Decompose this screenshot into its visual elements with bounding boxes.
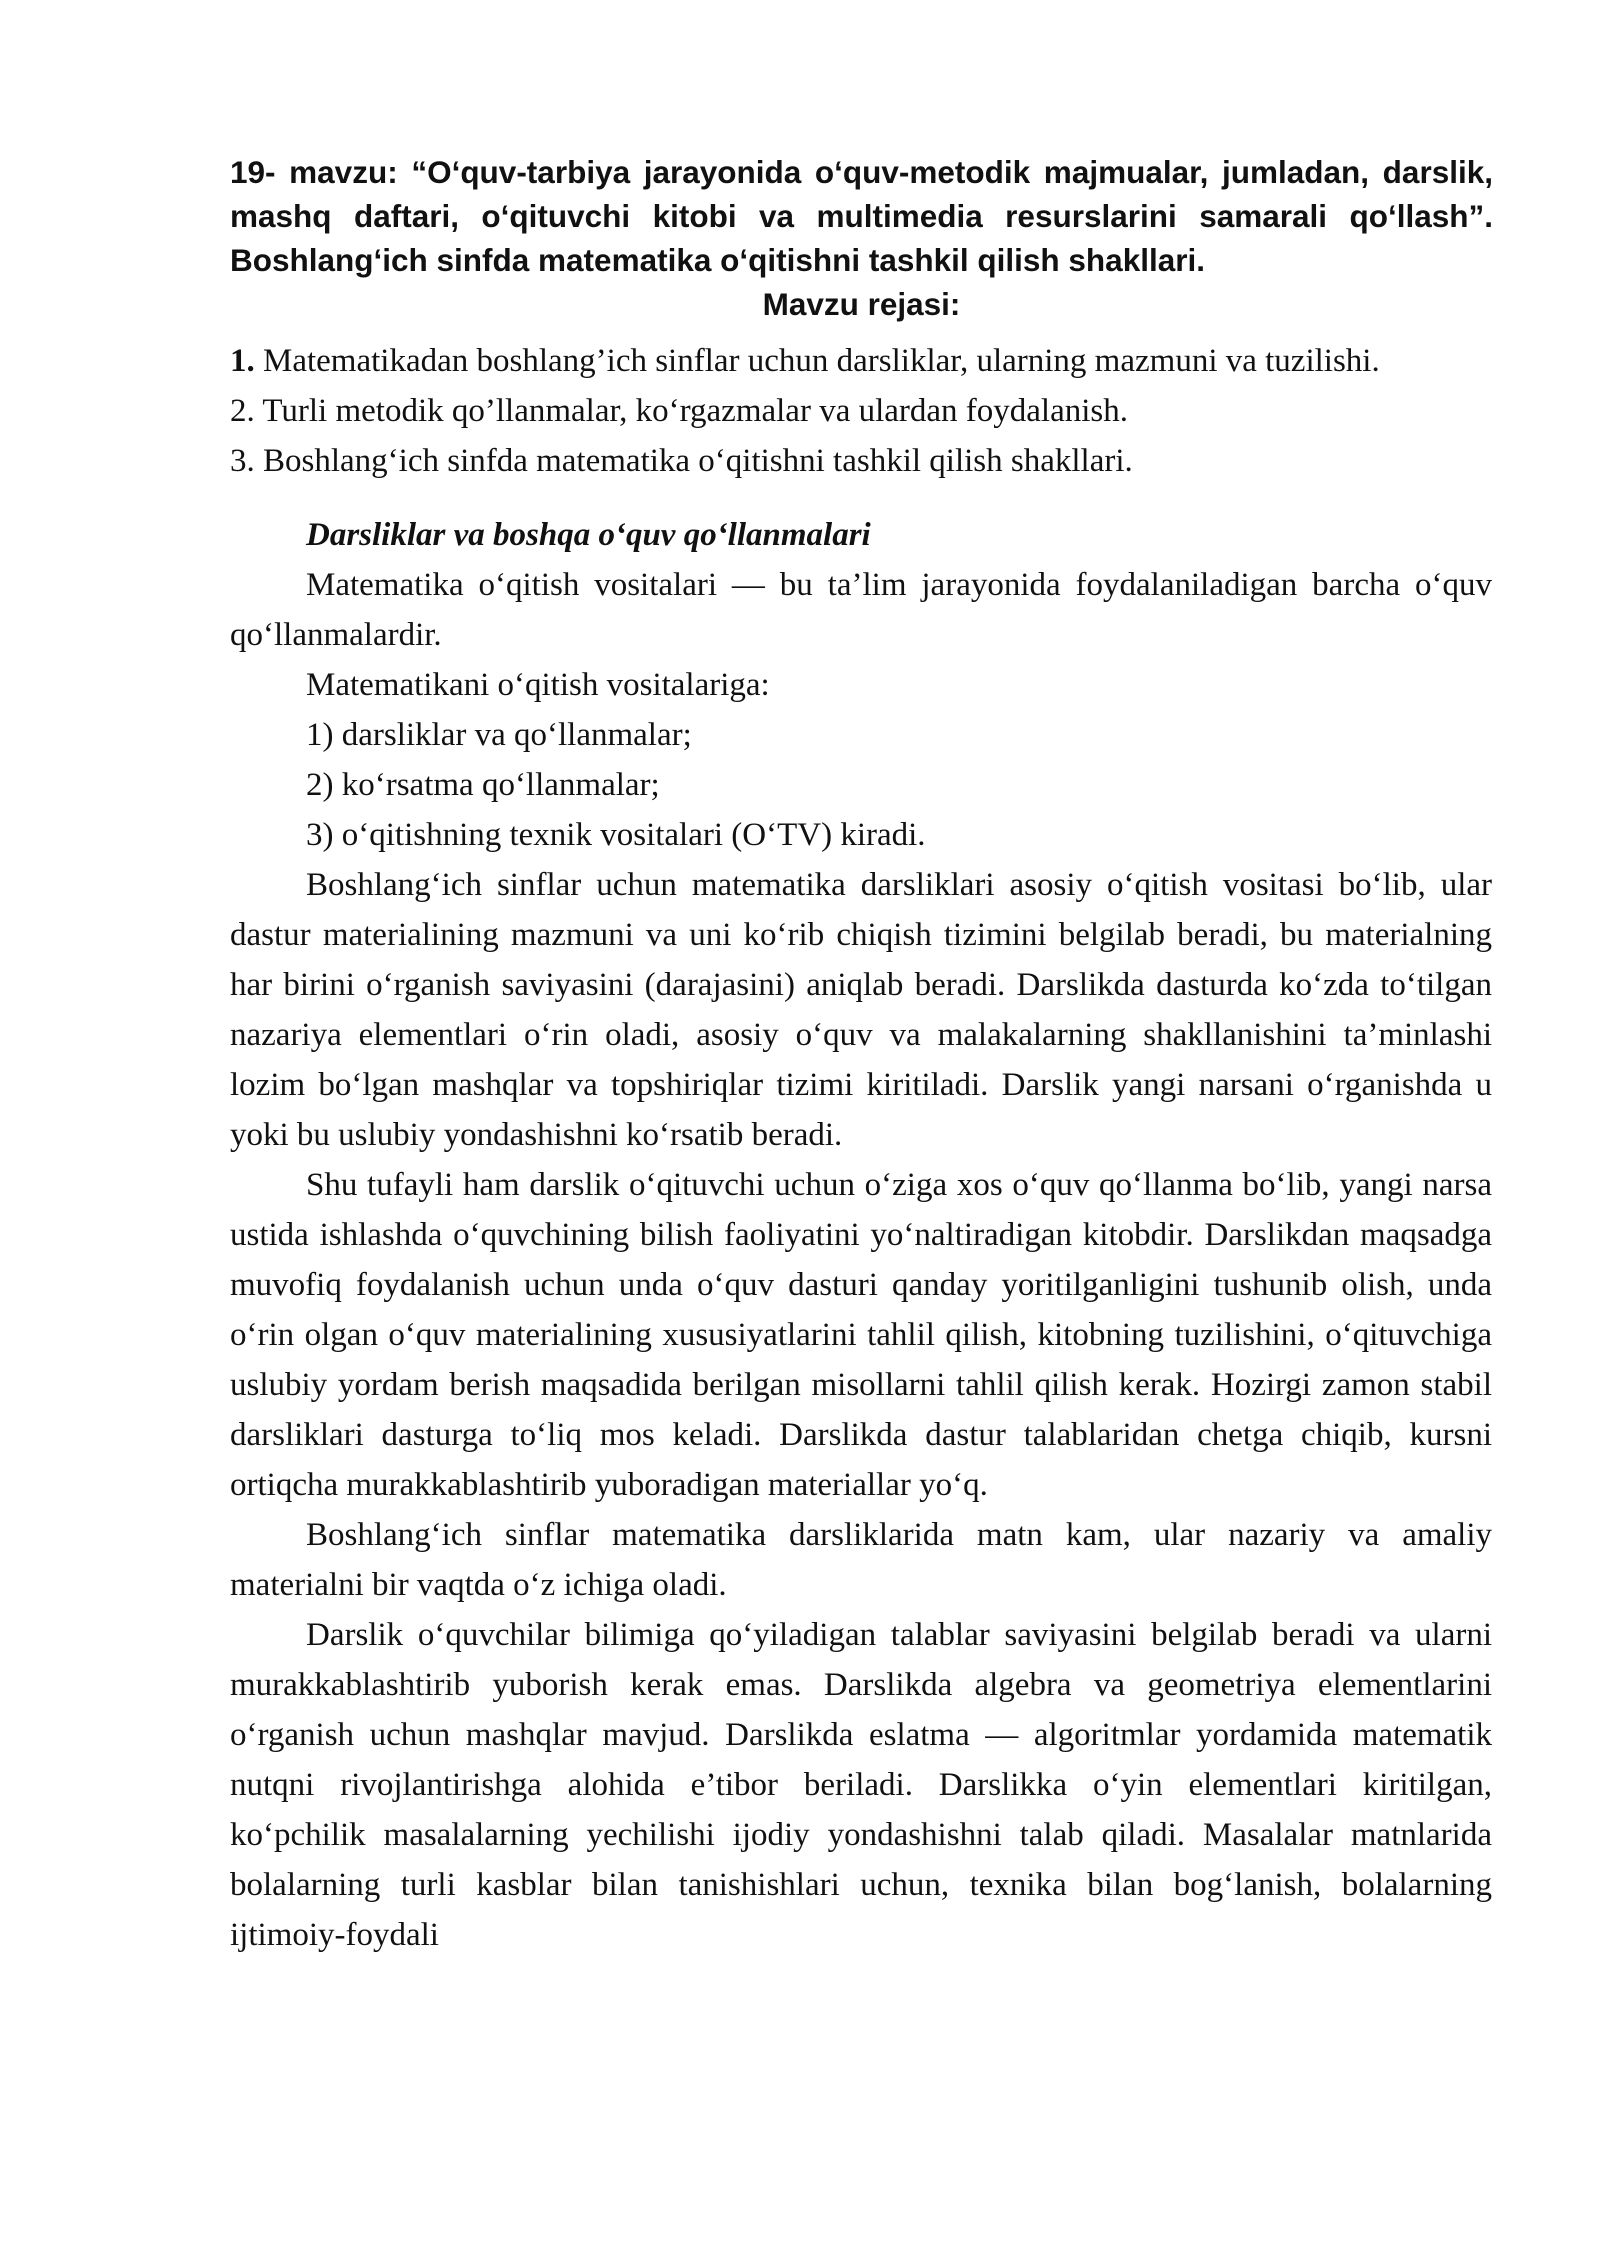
paragraph-6: Darslik o‘quvchilar bilimiga qo‘yiladigan talablar saviyasini belgilab beradi va ularni murakkablashtirib yuborish kerak emas. Darslikda algebra va geometriya elementlarini o‘rganish uchun mashqlar mavjud. Darslikda eslatma — algoritmlar yordamida matematik nutqni rivojlantirishga alohida e’tibor beriladi. Darslikka o‘yin elementlari kiritilgan, ko‘pchilik masalalarning yechilishi ijodiy yondashishni talab qiladi. Masalalar matnlarida bolalarning turli kasblar bilan tanishishlari uchun, texnika bilan bog‘lanish, bolalarning ijtimoiy-foydali [230,1617,1492,1953]
document-title: 19- mavzu: “O‘quv-tarbiya jarayonida o‘quv-metodik majmualar, jumladan, darslik, mashq daftari, o‘qituvchi kitobi va multimedia resurslarini samarali qo‘llash”. Boshlang‘ich sinfda matematika o‘qitishni tashkil qilish shakllari. [230,154,1493,278]
list-item-3: 3) o‘qitishning texnik vositalari (O‘TV) kiradi. [306,817,926,853]
document-body [230,510,1492,1960]
list-item-1: 1) darsliklar va qo‘llanmalar; [306,717,692,753]
plan-item-1-number: 1. [230,343,255,379]
paragraph-5: Boshlang‘ich sinflar matematika darsliklarida matn kam, ular nazariy va amaliy materialni bir vaqtda o‘z ichiga oladi. [230,1517,1492,1603]
plan-item-2: 2. Turli metodik qo’llanmalar, ko‘rgazmalar va ulardan foydalanish. [230,393,1129,429]
section-title: Darsliklar va boshqa o‘quv qo‘llanmalari [306,517,871,553]
paragraph-3: Boshlang‘ich sinflar uchun matematika darsliklari asosiy o‘qitish vositasi bo‘lib, ular dastur materialining mazmuni va uni ko‘rib chiqish tizimini belgilab beradi, bu materialning har birini o‘rganish saviyasini (darajasini) aniqlab beradi. Darslikda dasturda ko‘zda to‘tilgan nazariya elementlari o‘rin oladi, asosiy o‘quv va malakalarning shakllanishini ta’minlashi lozim bo‘lgan mashqlar va topshiriqlar tizimi kiritiladi. Darslik yangi narsani o‘rganishda u yoki bu uslubiy yondashishni ko‘rsatib beradi. [230,867,1492,1153]
paragraph-1: Matematika o‘qitish vositalari — bu ta’lim jarayonida foydalaniladigan barcha o‘quv qo‘llanmalardir. [230,567,1492,653]
plan-item-1 [230,336,1492,386]
plan-list [230,336,1492,486]
page-content [230,150,1493,1960]
plan-item-3: 3. Boshlang‘ich sinfda matematika o‘qitishni tashkil qilish shakllari. [230,443,1133,479]
plan-heading: Mavzu rejasi: [762,286,961,322]
plan-item-1-text: Matematikadan boshlang’ich sinflar uchun darsliklar, ularning mazmuni va tuzilishi. [254,343,1380,379]
paragraph-4: Shu tufayli ham darslik o‘qituvchi uchun o‘ziga xos o‘quv qo‘llanma bo‘lib, yangi narsa ustida ishlashda o‘quvchining bilish faoliyatini yo‘naltiradigan kitobdir. Darslikdan maqsadga muvofiq foydalanish uchun unda o‘quv dasturi qanday yoritilganligini tushunib olish, unda o‘rin olgan o‘quv materialining xususiyatlarini tahlil qilish, kitobning tuzilishini, o‘qituvchiga uslubiy yordam berish maqsadida berilgan misollarni tahlil qilish kerak. Hozirgi zamon stabil darsliklari dasturga to‘liq mos keladi. Darslikda dastur talablaridan chetga chiqib, kursni ortiqcha murakkablashtirib yuboradigan materiallar yo‘q. [230,1167,1492,1503]
list-item-2: 2) ko‘rsatma qo‘llanmalar; [306,767,660,803]
paragraph-2: Matematikani o‘qitish vositalariga: [306,667,770,703]
